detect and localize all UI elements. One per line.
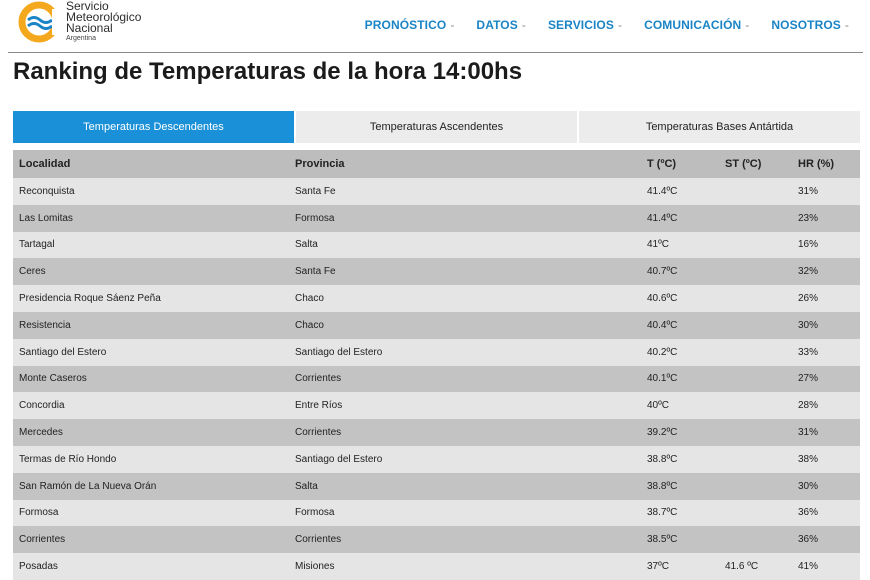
cell-temperatura: 38.7ºC — [647, 507, 678, 519]
cell-localidad: Tartagal — [19, 239, 55, 251]
cell-localidad: Santiago del Estero — [19, 346, 107, 358]
cell-temperatura: 41.4ºC — [647, 212, 678, 224]
dropdown-caret-icon: - — [745, 18, 750, 32]
cell-provincia: Santiago del Estero — [295, 346, 383, 358]
logo-line-1: Servicio — [66, 0, 109, 13]
cell-temperatura: 41ºC — [647, 239, 669, 251]
cell-localidad: Formosa — [19, 507, 59, 519]
cell-humedad: 30% — [798, 480, 819, 492]
cell-temperatura: 38.8ºC — [647, 480, 678, 492]
cell-provincia: Santa Fe — [295, 185, 336, 197]
cell-localidad: Corrientes — [19, 534, 66, 546]
cell-humedad: 16% — [798, 239, 819, 251]
cell-provincia: Entre Ríos — [295, 400, 343, 412]
header-localidad[interactable]: Localidad — [19, 158, 71, 170]
ranking-tabs — [13, 111, 860, 143]
cell-humedad: 26% — [798, 293, 819, 305]
cell-localidad: San Ramón de La Nueva Orán — [19, 480, 157, 492]
cell-temperatura: 41.4ºC — [647, 185, 678, 197]
table-row — [13, 446, 860, 473]
cell-provincia: Corrientes — [295, 427, 342, 439]
table-row — [13, 392, 860, 419]
cell-localidad: Concordia — [19, 400, 65, 412]
cell-temperatura: 37ºC — [647, 561, 669, 573]
table-row — [13, 258, 860, 285]
table-body — [13, 178, 860, 580]
cell-humedad: 27% — [798, 373, 819, 385]
cell-provincia: Santiago del Estero — [295, 453, 383, 465]
cell-humedad: 31% — [798, 185, 819, 197]
cell-provincia: Salta — [295, 480, 318, 492]
table-header-row — [13, 150, 860, 178]
cell-temperatura: 38.5ºC — [647, 534, 678, 546]
nav-item-pronostico[interactable] — [365, 18, 455, 32]
cell-provincia: Santa Fe — [295, 266, 336, 278]
dropdown-caret-icon: - — [617, 18, 623, 32]
cell-localidad: Posadas — [19, 561, 58, 573]
header-humedad[interactable]: HR (%) — [798, 158, 835, 170]
smn-logo[interactable] — [18, 1, 168, 43]
cell-localidad: Presidencia Roque Sáenz Peña — [19, 293, 161, 305]
cell-provincia: Formosa — [295, 212, 335, 224]
table-row — [13, 419, 860, 446]
main-nav — [365, 18, 849, 32]
cell-provincia: Chaco — [295, 319, 324, 331]
cell-temperatura: 40ºC — [647, 400, 669, 412]
header-temperatura[interactable]: T (ºC) — [647, 158, 677, 170]
page-title: Ranking de Temperaturas de la hora 14:00hs — [13, 58, 523, 85]
cell-provincia: Formosa — [295, 507, 335, 519]
nav-item-nosotros[interactable] — [771, 18, 849, 32]
cell-provincia: Corrientes — [295, 534, 342, 546]
cell-localidad: Las Lomitas — [19, 212, 73, 224]
table-row — [13, 178, 860, 205]
logo-line-3: Nacional — [66, 21, 113, 35]
dropdown-caret-icon: - — [450, 18, 455, 32]
table-row — [13, 366, 860, 393]
cell-temperatura: 40.7ºC — [647, 266, 678, 278]
nav-item-servicios[interactable] — [548, 18, 622, 32]
table-row — [13, 473, 860, 500]
logo-text — [66, 1, 141, 43]
site-header — [8, 0, 863, 53]
cell-temperatura: 40.4ºC — [647, 319, 678, 331]
cell-humedad: 23% — [798, 212, 819, 224]
nav-label: COMUNICACIÓN — [644, 18, 742, 32]
cell-humedad: 33% — [798, 346, 819, 358]
cell-humedad: 38% — [798, 453, 819, 465]
ranking-table — [13, 150, 860, 580]
cell-humedad: 32% — [798, 266, 819, 278]
cell-temperatura: 39.2ºC — [647, 427, 678, 439]
cell-localidad: Monte Caseros — [19, 373, 87, 385]
nav-label: SERVICIOS — [547, 18, 614, 32]
nav-label: DATOS — [476, 18, 518, 32]
cell-humedad: 28% — [798, 400, 819, 412]
cell-provincia: Corrientes — [295, 373, 342, 385]
table-row — [13, 205, 860, 232]
cell-humedad: 30% — [798, 319, 819, 331]
header-sensacion-termica[interactable]: ST (ºC) — [725, 158, 762, 170]
cell-humedad: 36% — [798, 507, 819, 519]
cell-temperatura: 38.8ºC — [647, 453, 678, 465]
table-row — [13, 500, 860, 527]
cell-localidad: Mercedes — [19, 427, 63, 439]
cell-localidad: Termas de Río Hondo — [19, 453, 117, 465]
cell-localidad: Reconquista — [19, 185, 75, 197]
nav-label: PRONÓSTICO — [364, 18, 447, 32]
cell-localidad: Ceres — [19, 266, 46, 278]
cell-provincia: Salta — [295, 239, 318, 251]
table-row — [13, 232, 860, 259]
logo-line-4: Argentina — [66, 35, 96, 42]
cell-humedad: 31% — [798, 427, 819, 439]
logo-line-2: Meteorológico — [66, 10, 142, 24]
smn-logo-icon — [18, 1, 64, 43]
table-row — [13, 553, 860, 580]
cell-localidad: Resistencia — [19, 319, 71, 331]
nav-item-datos[interactable] — [476, 18, 526, 32]
cell-temperatura: 40.6ºC — [647, 293, 678, 305]
cell-temperatura: 40.2ºC — [647, 346, 678, 358]
table-row — [13, 312, 860, 339]
dropdown-caret-icon: - — [844, 18, 849, 32]
tab-ascendentes[interactable]: Temperaturas Ascendentes — [296, 111, 579, 143]
header-provincia[interactable]: Provincia — [295, 158, 345, 170]
nav-label: NOSOTROS — [771, 18, 841, 32]
cell-provincia: Chaco — [295, 293, 324, 305]
nav-item-comunicacion[interactable] — [644, 18, 749, 32]
cell-temperatura: 40.1ºC — [647, 373, 678, 385]
cell-sensacion-termica: 41.6 ºC — [725, 561, 759, 573]
tab-bases-antartida[interactable]: Temperaturas Bases Antártida — [579, 111, 860, 143]
cell-provincia: Misiones — [295, 561, 335, 573]
table-row — [13, 339, 860, 366]
table-row — [13, 285, 860, 312]
dropdown-caret-icon: - — [521, 18, 526, 32]
cell-humedad: 41% — [798, 561, 819, 573]
cell-humedad: 36% — [798, 534, 819, 546]
tab-descendentes[interactable]: Temperaturas Descendentes — [13, 111, 296, 143]
table-row — [13, 526, 860, 553]
